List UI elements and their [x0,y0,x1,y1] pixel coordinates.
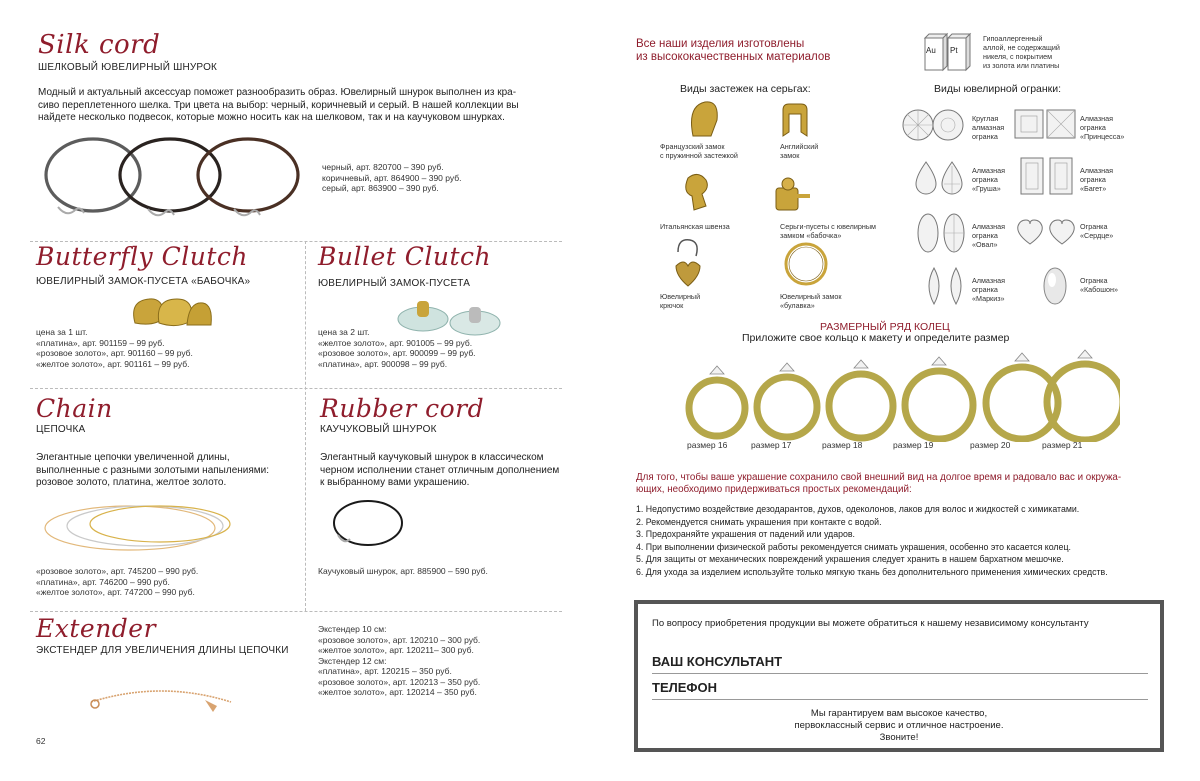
ring-size-label: размер 20 [970,440,1011,450]
phone-label: ТЕЛЕФОН [652,680,717,695]
clasps-title: Виды застежек на серьгах: [680,83,811,95]
divider [305,241,306,611]
extender-title: Extender [36,614,157,643]
care-item: 5. Для защиты от механических повреждений украшения следует хранить в нашем бархатном мешочке. [636,554,1064,565]
rubber-cord-description: Элегантный каучуковый шнурок в классическом черном исполнении станет отличным дополнением к выбранному вами украшению. [320,452,560,488]
extender-subtitle: ЭКСТЕНДЕР ДЛЯ УВЕЛИЧЕНИЯ ДЛИНЫ ЦЕПОЧКИ [36,645,289,656]
page-number: 62 [36,736,46,746]
clasp-label: Английский замок [780,142,819,160]
chain-prices: «розовое золото», арт. 745200 – 990 руб. «платина», арт. 746200 – 990 руб. «желтое золото», арт. 747200 – 990 руб. [36,566,199,597]
rings-title: РАЗМЕРНЫЙ РЯД КОЛЕЦ [820,321,950,333]
round-cut-icon [902,108,964,142]
stud-clasp-icon [770,172,815,217]
french-clasp-icon [685,98,725,140]
care-item: 6. Для ухода за изделием используйте только мягкую ткань без дополнительного применения химических средств. [636,566,1108,577]
silk-cord-title: Silk cord [38,30,161,60]
heart-cut-icon [1016,218,1078,248]
ring-size-label: размер 17 [751,440,792,450]
consultant-field[interactable] [652,654,1148,674]
clasp-label: Итальянская швенза [660,222,730,231]
care-item: 2. Рекомендуется снимать украшения при контакте с водой. [636,516,882,527]
hypoallergenic-note: Гипоаллергенный аллой, не содержащий никеля, с покрытием из золота или платины [983,34,1060,70]
italian-clasp-icon [676,168,721,213]
consultant-box [634,600,1164,752]
care-intro: Для того, чтобы ваше украшение сохранило свой внешний вид на долгое время и радовало вас и окружа- ющих, необходимо придерживаться простых рекомендаций: [636,472,1122,495]
silk-cord-subtitle: ШЕЛКОВЫЙ ЮВЕЛИРНЫЙ ШНУРОК [38,62,218,73]
marquise-cut-icon [924,266,970,306]
cabochon-cut-icon [1042,266,1068,306]
english-clasp-icon [775,100,820,140]
phone-field[interactable] [652,680,1148,700]
care-list [636,503,1108,579]
care-item: 1. Недопустимо воздействие дезодарантов, духов, одеколонов, лаков для волос и жидкостей с химикатами. [636,504,1080,514]
silk-cord-prices: черный, арт. 820700 – 390 руб. коричневый, арт. 864900 – 390 руб. серый, арт. 863900 – 390 руб. [322,162,462,193]
butterfly-clutch-prices: цена за 1 шт. «платина», арт. 901159 – 99 руб. «розовое золото», арт. 901160 – 99 руб. «желтое золото», арт. 901161 – 99 руб. [36,327,193,369]
cut-label: Огранка «Сердце» [1080,222,1114,240]
pt-symbol: Pt [950,46,958,55]
clasp-label: Ювелирный крючок [660,292,701,310]
extender-image [85,682,245,717]
cut-label: Алмазная огранка «Багет» [1080,166,1113,193]
materials-title: Все наши изделия изготовлены из высококачественных материалов [636,38,831,63]
princess-cut-icon [1014,108,1076,140]
chain-subtitle: ЦЕПОЧКА [36,424,86,435]
cut-label: Огранка «Кабошон» [1080,276,1119,294]
bullet-clutch-prices: цена за 2 шт. «желтое золото», арт. 901005 – 99 руб. «розовое золото», арт. 900099 – 99 руб. «платина», арт. 900098 – 99 руб. [318,327,476,369]
rubber-cord-image [330,495,410,555]
rubber-cord-subtitle: КАУЧУКОВЫЙ ШНУРОК [320,424,437,435]
oval-cut-icon [916,212,968,254]
divider [30,388,562,389]
clasp-label: Французский замок с пружинной застежкой [660,142,738,160]
butterfly-clutch-subtitle: ЮВЕЛИРНЫЙ ЗАМОК-ПУСЕТА «БАБОЧКА» [36,276,251,287]
consultant-label: ВАШ КОНСУЛЬТАНТ [652,654,783,669]
ring-size-label: размер 19 [893,440,934,450]
cut-label: Алмазная огранка «Принцесса» [1080,114,1125,141]
clasp-label: Ювелирный замок «булавка» [780,292,842,310]
clasp-label: Серьги-пусеты с ювелирным замком «бабочка» [780,222,876,240]
bullet-clutch-subtitle: ЮВЕЛИРНЫЙ ЗАМОК-ПУСЕТА [318,278,471,289]
chain-title: Chain [36,394,113,423]
au-symbol: Au [926,46,936,55]
baguette-cut-icon [1020,156,1076,196]
rubber-cord-title: Rubber cord [320,394,485,423]
extender-prices: Экстендер 10 см: «розовое золото», арт. 120210 – 300 руб. «желтое золото», арт. 120211– 300 руб. Экстендер 12 см: «платина», арт. 120215 – 350 руб. «розовое золото», арт. 120213 – 350 руб. «желтое золото», арт. 120214 – 350 руб. [318,624,481,697]
cut-label: Алмазная огранка «Груша» [972,166,1005,193]
silk-cords-image [38,135,318,230]
ring-sizes-image [660,346,1120,442]
care-item: 4. При выполнении физической работы рекомендуется снимать украшения, особенно это касается колец. [636,541,1071,552]
pear-cut-icon [914,160,966,198]
ring-size-label: размер 21 [1042,440,1083,450]
chains-image [40,490,240,560]
care-item: 3. Предохраняйте украшения от падений или ударов. [636,529,855,540]
hoop-clasp-icon [782,240,830,288]
rubber-cord-price: Каучуковый шнурок, арт. 885900 – 590 руб. [318,566,488,576]
butterfly-clutch-image [125,293,220,331]
bullet-clutch-title: Bullet Clutch [318,242,492,271]
ring-size-label: размер 16 [687,440,728,450]
guarantee-text: Мы гарантируем вам высокое качество, первоклассный сервис и отличное настроение. Звоните! [794,708,1004,743]
divider [30,611,562,612]
silk-cord-description: Модный и актуальный аксессуар поможет разнообразить образ. Ювелирный шнурок выполнен из кра- сиво переплетенного шелка. Три цвета на выбор: черный, коричневый и серый. В нашей коллекции вы найдете несколько подвесок, которые можно носить как на шелковом, так и на каучуковом шнурках. [38,87,519,123]
cut-label: Круглая алмазная огранка [972,114,1005,141]
butterfly-clutch-title: Butterfly Clutch [36,242,249,271]
cuts-title: Виды ювелирной огранки: [934,83,1062,95]
consultant-intro: По вопросу приобретения продукции вы можете обратиться к нашему независимому консультанту [652,618,1089,629]
rings-subtitle: Приложите свое кольцо к макету и определите размер [742,332,1010,344]
hook-clasp-icon [668,236,708,288]
ring-size-label: размер 18 [822,440,863,450]
cut-label: Алмазная огранка «Маркиз» [972,276,1005,303]
cut-label: Алмазная огранка «Овал» [972,222,1005,249]
chain-description: Элегантные цепочки увеличенной длины, выполненные с разными золотыми напылениями: розовое золото, платина, желтое золото. [36,452,270,488]
